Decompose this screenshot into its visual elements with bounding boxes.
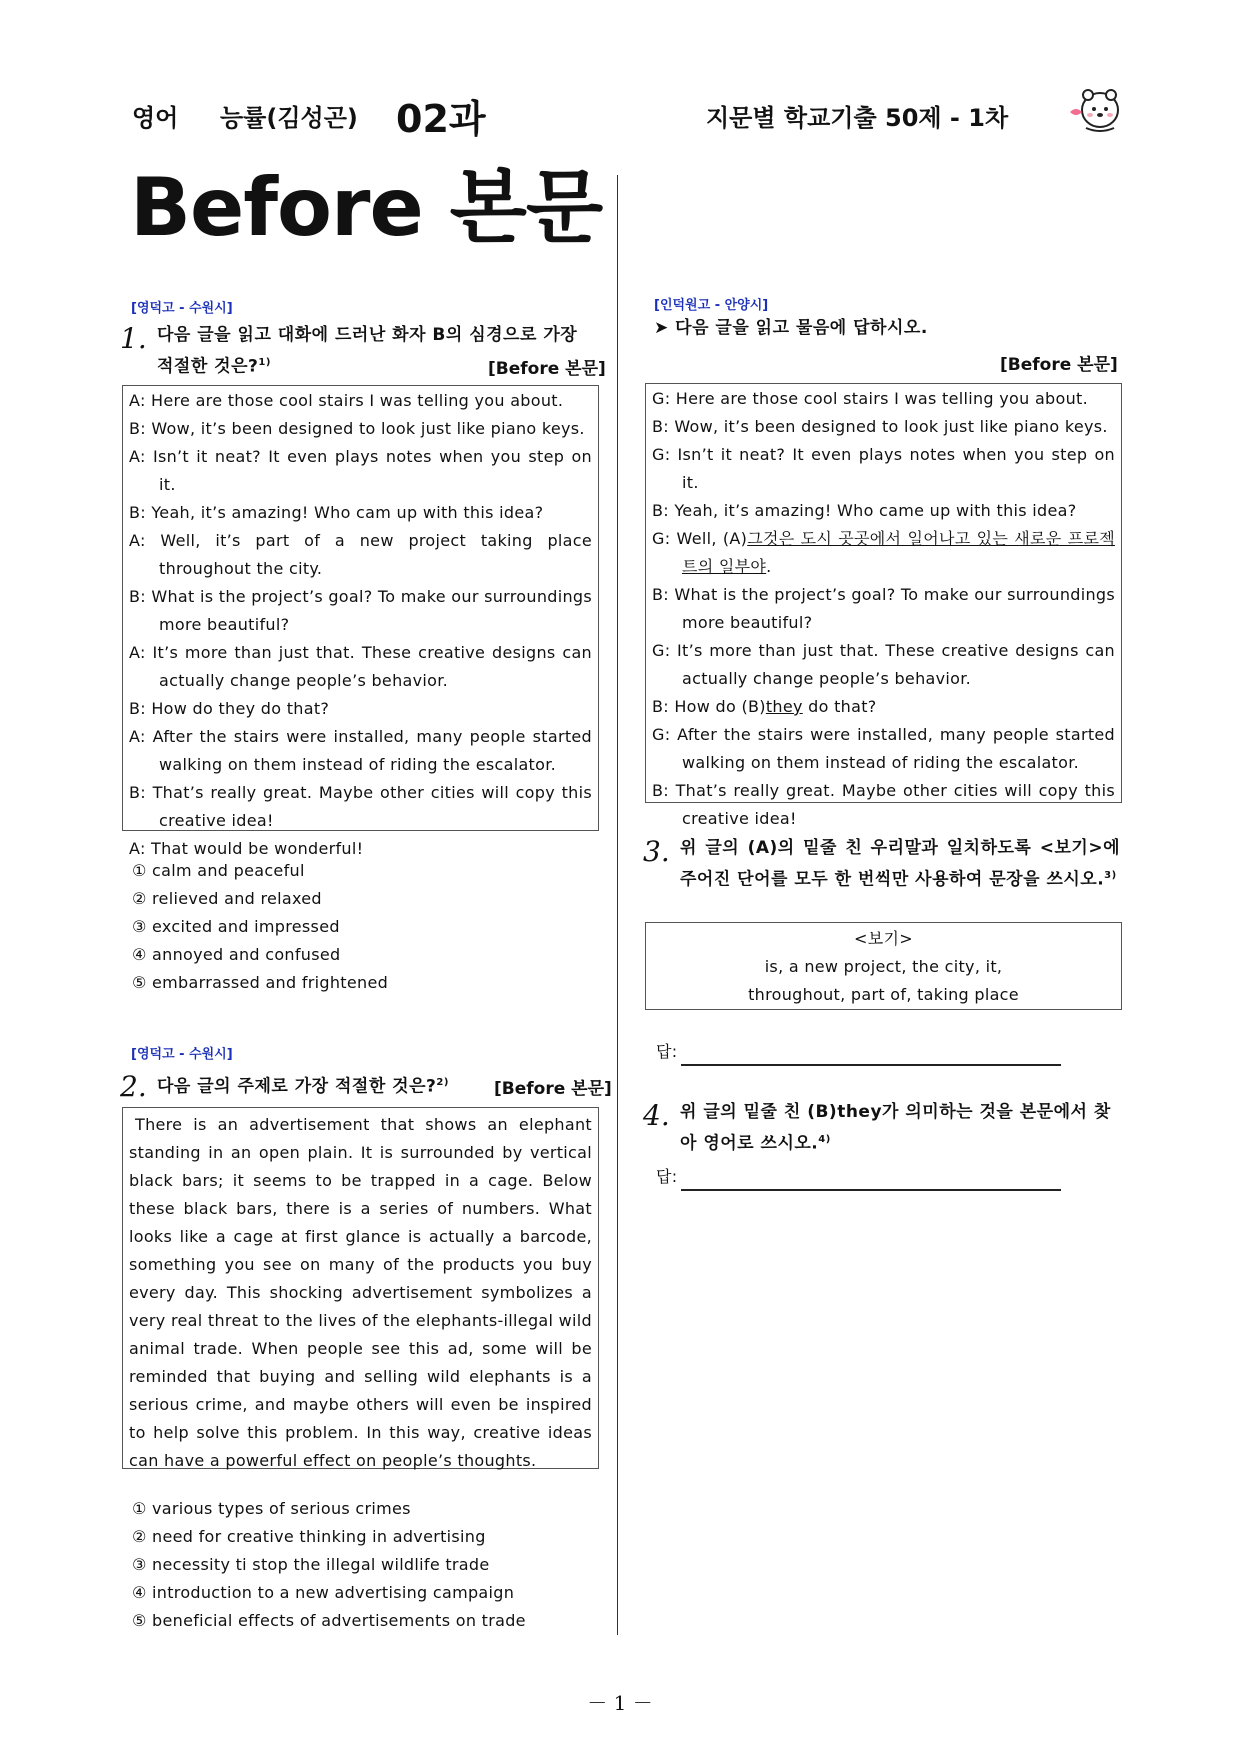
q1-question-line1: 다음 글을 읽고 대화에 드러난 화자 B의 심경으로 가장: [157, 325, 578, 345]
q1-dialogue-line: A: Well, it’s part of a new project taking place throughout the city.: [129, 531, 592, 578]
right-tag: [Before 본문]: [1000, 355, 1118, 375]
q1-dialogue-line: B: What is the project’s goal? To make our surroundings more beautiful?: [129, 587, 592, 634]
q1-footnote: 1): [258, 357, 271, 368]
q1-dialogue-line: A: Isn’t it neat? It even plays notes when you step on it.: [129, 447, 592, 494]
q2-source: [영덕고 - 수원시]: [131, 1047, 233, 1062]
q2-footnote: 2): [436, 1077, 449, 1088]
underlined-they-b: they: [765, 697, 803, 716]
q1-option-4[interactable]: ④ annoyed and confused: [132, 945, 341, 964]
q2-tag: [Before 본문]: [494, 1079, 612, 1099]
q3-answer-row: [656, 1038, 1061, 1066]
line-b-prefix: B: How do (B): [652, 697, 766, 716]
q2-passage-box: [122, 1107, 599, 1469]
q1-options: [132, 857, 388, 997]
q1-dialogue-line: B: That’s really great. Maybe other cities will copy this creative idea!: [129, 783, 592, 830]
q4-footnote: 4): [818, 1134, 831, 1145]
right-dialogue-line-a: [652, 525, 1115, 581]
line-b-suffix: do that?: [802, 697, 877, 716]
q3-question: [680, 834, 1120, 894]
q1-option-1[interactable]: ① calm and peaceful: [132, 861, 305, 880]
subject-label: 영어: [132, 104, 179, 132]
q1-question-text: 적절한 것은?: [157, 356, 259, 377]
q1-source: [영덕고 - 수원시]: [131, 301, 233, 316]
q1-dialogue-line: B: How do they do that?: [129, 699, 330, 718]
line-a-prefix: G: Well, (A): [652, 529, 748, 548]
q1-question-line2: [157, 349, 271, 381]
q2-option-5[interactable]: ⑤ beneficial effects of advertisements on trade: [132, 1611, 526, 1630]
right-dialogue-line: B: Wow, it’s been designed to look just like piano keys.: [652, 417, 1108, 436]
q3-answer-label: 답:: [656, 1042, 678, 1061]
series-label: 지문별 학교기출 50제 - 1차: [706, 104, 1009, 132]
line-a-suffix: .: [766, 557, 772, 576]
right-source: [인덕원고 - 안양시]: [654, 298, 769, 313]
q4-answer-label: 답:: [656, 1167, 678, 1186]
right-dialogue-line: G: Here are those cool stairs I was telling you about.: [652, 389, 1088, 408]
q1-option-2[interactable]: ② relieved and relaxed: [132, 889, 322, 908]
right-instruction: ➤ 다음 글을 읽고 물음에 답하시오.: [654, 318, 928, 338]
lesson-label: 02과: [396, 97, 486, 141]
q1-dialogue-line: B: Wow, it’s been designed to look just like piano keys.: [129, 419, 585, 438]
q3-word-box: [645, 922, 1122, 1010]
right-dialogue-line: G: Isn’t it neat? It even plays notes when you step on it.: [652, 445, 1115, 492]
q1-tag: [Before 본문]: [488, 359, 606, 379]
q4-answer-field[interactable]: [681, 1171, 1061, 1191]
q3-number: 3.: [643, 835, 670, 868]
right-dialogue-line: B: That’s really great. Maybe other cities will copy this creative idea!: [652, 781, 1115, 828]
q1-dialogue-line: A: It’s more than just that. These creative designs can actually change people’s behavior.: [129, 643, 592, 690]
q4-question: [680, 1098, 1120, 1158]
right-dialogue-line: G: After the stairs were installed, many people started walking on them instead of riding the escalator.: [652, 725, 1115, 772]
right-dialogue-line: B: What is the project’s goal? To make our surroundings more beautiful?: [652, 585, 1115, 632]
q3-box-line1: is, a new project, the city, it,: [764, 957, 1003, 976]
q1-dialogue-line: A: After the stairs were installed, many people started walking on them instead of riding the escalator.: [129, 727, 592, 774]
q1-dialogue-line: B: Yeah, it’s amazing! Who cam up with this idea?: [129, 503, 544, 522]
q3-question-text: 위 글의 (A)의 밑줄 친 우리말과 일치하도록 <보기>에 주어진 단어를 모두 한 번씩만 사용하여 문장을 쓰시오.: [680, 838, 1120, 890]
publisher-label: 능률(김성곤): [220, 104, 358, 132]
q1-dialogue-line: A: That would be wonderful!: [129, 839, 364, 858]
right-dialogue-line: B: Yeah, it’s amazing! Who came up with this idea?: [652, 501, 1077, 520]
right-dialogue-line: G: It’s more than just that. These creative designs can actually change people’s behavior.: [652, 641, 1115, 688]
q2-options: [132, 1495, 526, 1635]
q4-question-text: 위 글의 밑줄 친 (B)they가 의미하는 것을 본문에서 찾아 영어로 쓰시오.: [680, 1102, 1111, 1154]
q3-box-line2: throughout, part of, taking place: [748, 985, 1019, 1004]
q1-option-3[interactable]: ③ excited and impressed: [132, 917, 340, 936]
q3-box-title: <보기>: [854, 929, 913, 948]
right-dialogue-line-b: [652, 693, 1115, 721]
q1-dialogue-box: [122, 385, 599, 858]
page-number: － 1 －: [587, 1691, 653, 1715]
q2-option-1[interactable]: ① various types of serious crimes: [132, 1499, 411, 1518]
q2-question-text: 다음 글의 주제로 가장 적절한 것은?: [157, 1076, 437, 1097]
q2-option-3[interactable]: ③ necessity ti stop the illegal wildlife trade: [132, 1555, 490, 1574]
q3-footnote: 3): [1104, 870, 1117, 881]
column-divider: [617, 175, 618, 1635]
q2-passage: There is an advertisement that shows an elephant standing in an open plain. It is surrounded by vertical black bars; it seems to be trapped in a cage. Below these black bars, there is a series of numbers. What looks like a cage at first glance is actually a barcode, something you see on many of the products you buy every day. This shocking advertisement symbolizes a very real threat to the lives of the elephants-illegal wild animal trade. When people see this ad, some will be reminded that buying and selling wild elephants is a serious crime, and maybe others will even be inspired to help solve this problem. In this way, creative ideas can have a powerful effect on people’s thoughts.: [129, 1115, 592, 1470]
q2-question: [157, 1069, 449, 1101]
q2-option-4[interactable]: ④ introduction to a new advertising campaign: [132, 1583, 515, 1602]
q4-number: 4.: [643, 1099, 670, 1132]
q1-option-5[interactable]: ⑤ embarrassed and frightened: [132, 973, 389, 992]
page-title: Before 본문: [130, 161, 603, 254]
q4-answer-row: [656, 1163, 1061, 1191]
right-dialogue-box: [645, 383, 1122, 828]
q3-answer-field[interactable]: [681, 1046, 1061, 1066]
bear-mascot-icon: [1066, 84, 1122, 134]
q2-number: 2.: [120, 1070, 147, 1103]
q1-dialogue-line: A: Here are those cool stairs I was telling you about.: [129, 391, 564, 410]
underlined-korean-a: 그것은 도시 곳곳에서 일어나고 있는 새로운 프로젝트의 일부야: [682, 529, 1115, 576]
q1-number: 1.: [120, 322, 147, 355]
q2-option-2[interactable]: ② need for creative thinking in advertising: [132, 1527, 486, 1546]
